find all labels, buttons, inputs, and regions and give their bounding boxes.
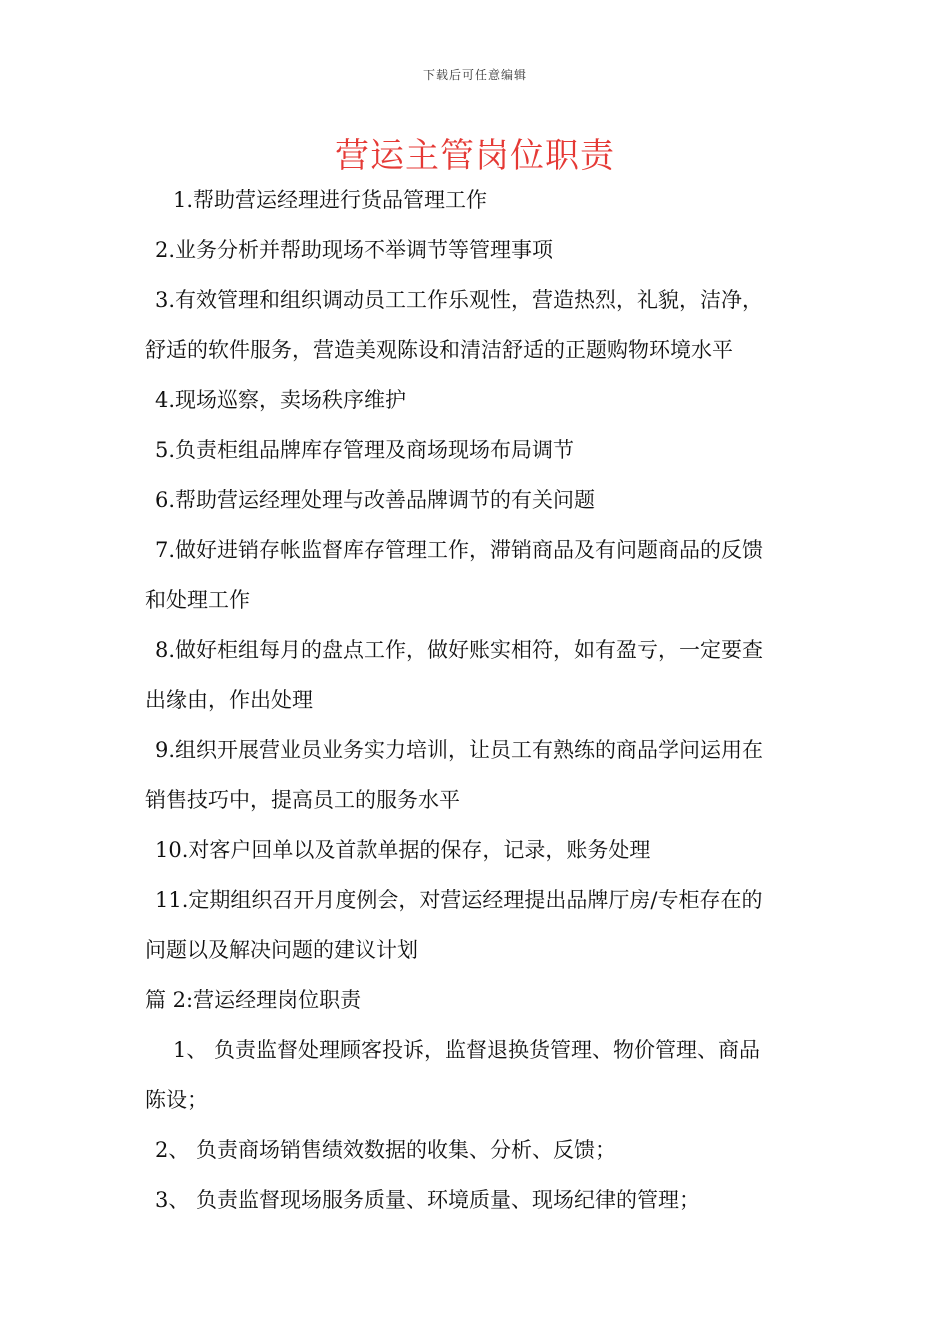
duty-item-2: 2.业务分析并帮助现场不举调节等管理事项: [155, 238, 554, 262]
duty-item-8: 8.做好柜组每月的盘点工作，做好账实相符，如有盈亏，一定要查: [155, 638, 764, 662]
document-title: 营运主管岗位职责: [335, 136, 615, 176]
duty-item-4: 4.现场巡察，卖场秩序维护: [155, 388, 407, 412]
document-body: [145, 180, 810, 1230]
manager-duty-2: 2、 负责商场销售绩效数据的收集、分析、反馈；: [155, 1138, 617, 1162]
duty-item-7-continued: 和处理工作: [145, 588, 250, 612]
duty-item-8-continued: 出缘由，作出处理: [145, 688, 313, 712]
manager-duty-1-continued: 陈设；: [145, 1088, 208, 1112]
manager-duty-3: 3、 负责监督现场服务质量、环境质量、现场纪律的管理；: [155, 1188, 701, 1212]
duty-item-5: 5.负责柜组品牌库存管理及商场现场布局调节: [155, 438, 575, 462]
download-note: 下载后可任意编辑: [422, 68, 527, 82]
duty-item-1: 1.帮助营运经理进行货品管理工作: [173, 188, 488, 212]
duty-item-3: 3.有效管理和组织调动员工工作乐观性，营造热烈，礼貌，洁净，: [155, 288, 764, 312]
duty-item-10: 10.对客户回单以及首款单据的保存，记录，账务处理: [155, 838, 651, 862]
duty-item-6: 6.帮助营运经理处理与改善品牌调节的有关问题: [155, 488, 596, 512]
duty-item-9: 9.组织开展营业员业务实力培训，让员工有熟练的商品学问运用在: [155, 738, 764, 762]
duty-item-7: 7.做好进销存帐监督库存管理工作，滞销商品及有问题商品的反馈: [155, 538, 764, 562]
section-heading-part-2: 篇 2:营运经理岗位职责: [145, 988, 362, 1012]
duty-item-9-continued: 销售技巧中，提高员工的服务水平: [145, 788, 460, 812]
duty-item-11: 11.定期组织召开月度例会，对营运经理提出品牌厅房/专柜存在的: [155, 888, 763, 912]
duty-item-3-continued: 舒适的软件服务，营造美观陈设和清洁舒适的正题购物环境水平: [145, 338, 733, 362]
duty-item-11-continued: 问题以及解决问题的建议计划: [145, 938, 418, 962]
manager-duty-1: 1、 负责监督处理顾客投诉，监督退换货管理、物价管理、商品: [173, 1038, 761, 1062]
